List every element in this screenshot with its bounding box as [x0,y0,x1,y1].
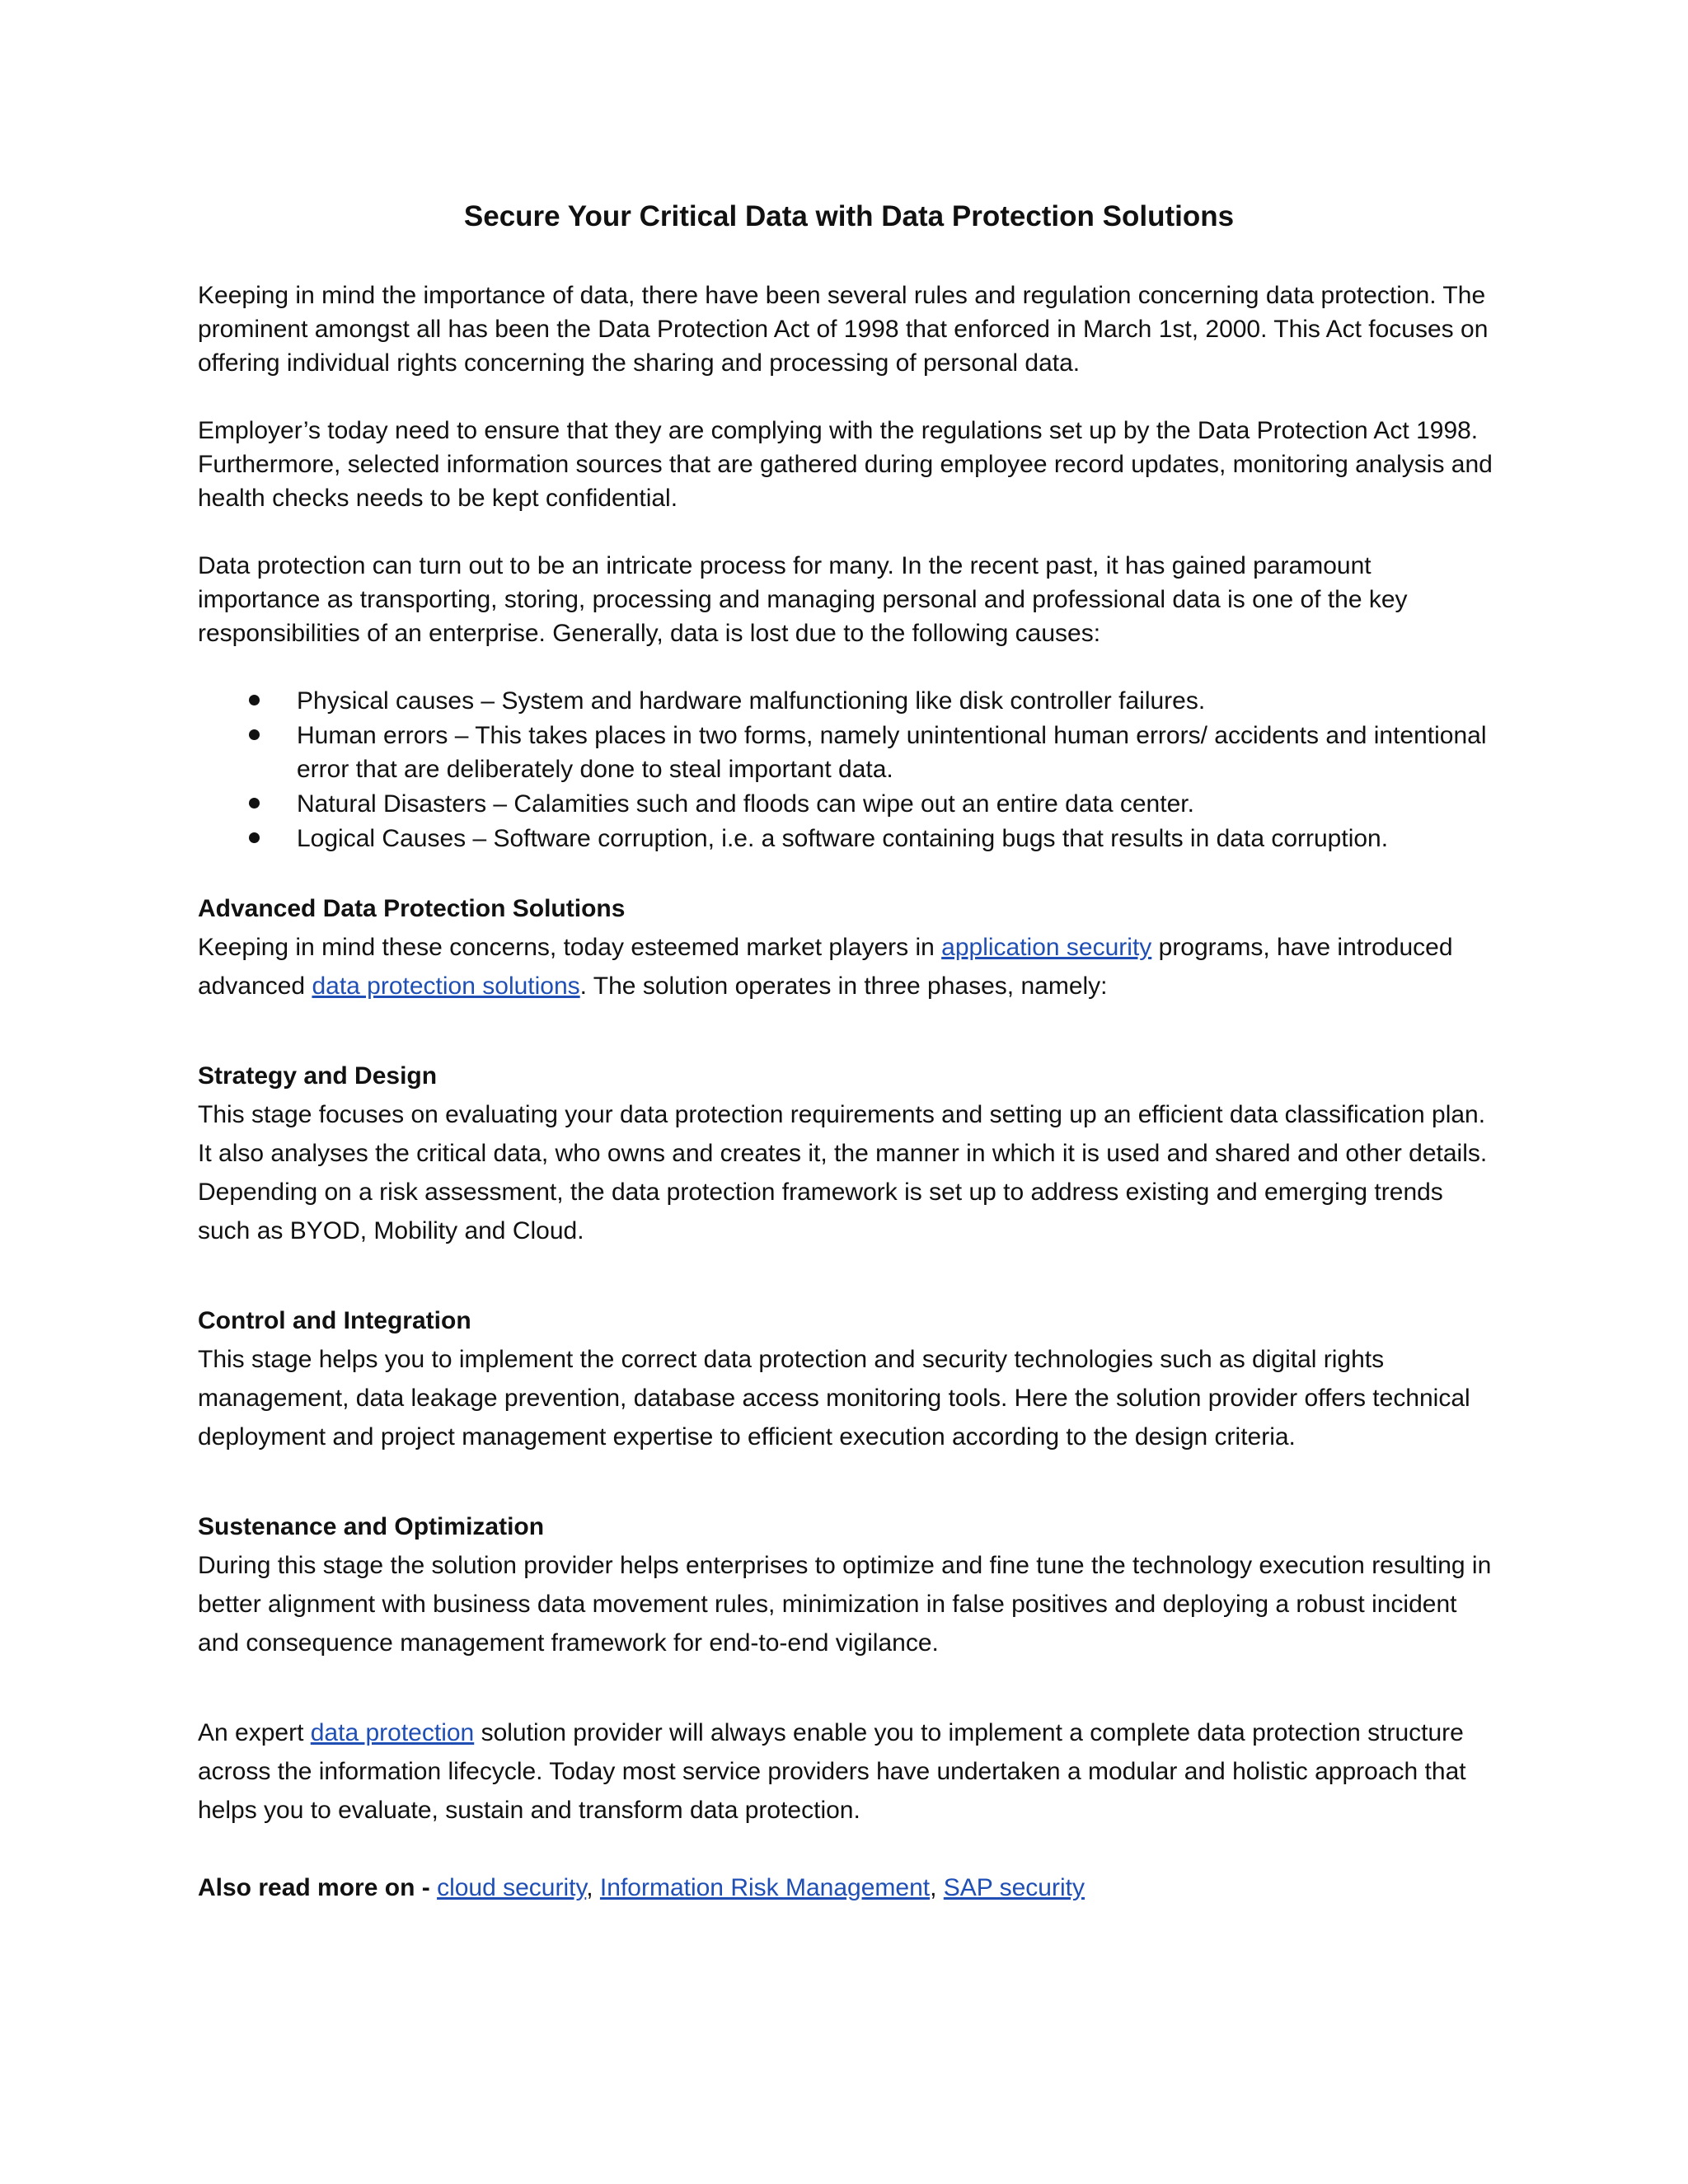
expert-section [198,1713,1500,1830]
data-protection-link[interactable]: data protection [310,1719,475,1746]
expert-text-1: An expert [198,1719,311,1746]
causes-list [198,684,1500,855]
intro-paragraph-1: Keeping in mind the importance of data, there have been several rules and regulation concerning data protection. The prominent amongst all has been the Data Protection Act of 1998 that enforced in March 1st, 2000. This Act focuses on offering individual rights concerning the sharing and processing of personal data. [198,282,1489,377]
bullet-icon [249,798,260,808]
cloud-security-link[interactable]: cloud security [437,1874,587,1901]
sustenance-body: During this stage the solution provider helps enterprises to optimize and fine tune the technology execution resulting in better alignment with business data movement rules, minimization in false positives and deploying a robust incident and consequence management framework for end-to-end vigilance. [198,1552,1492,1657]
read-more-separator: , [930,1874,944,1901]
list-item-text: Natural Disasters – Calamities such and floods can wipe out an entire data center. [297,790,1194,818]
advanced-heading: Advanced Data Protection Solutions [198,895,626,922]
advanced-text-2: programs, have introduced advanced [198,934,1453,1000]
advanced-text-3: . The solution operates in three phases, namely: [579,972,1108,1000]
sustenance-section [198,1507,1500,1662]
expert-body [198,1713,1500,1830]
read-more-label: Also read more on - [198,1874,438,1901]
information-risk-management-link[interactable]: Information Risk Management [599,1874,931,1901]
sustenance-heading: Sustenance and Optimization [198,1513,545,1540]
advanced-body [198,928,1500,1005]
control-body: This stage helps you to implement the correct data protection and security technologies such as digital rights management, data leakage prevention, database access monitoring tools. Here the solution provider offers technical deployment and project management expertise to efficient execution according to the design criteria. [198,1346,1470,1451]
list-item [198,719,1500,786]
list-item-text: Human errors – This takes places in two forms, namely unintentional human errors/ accidents and intentional error that are deliberately done to steal important data. [297,722,1487,783]
bullet-icon [249,695,260,705]
bullet-icon [249,832,260,843]
list-item [198,822,1500,855]
read-more-separator: , [586,1874,600,1901]
list-item [198,787,1500,821]
document-title: Secure Your Critical Data with Data Protection Solutions [463,200,1235,232]
sap-security-link[interactable]: SAP security [943,1874,1085,1901]
strategy-section [198,1057,1500,1250]
strategy-body: This stage focuses on evaluating your data protection requirements and setting up an efficient data classification plan. It also analyses the critical data, who owns and creates it, the manner in which it is used and shared and other details. Depending on a risk assessment, the data protection framework is set up to address existing and emerging trends such as BYOD, Mobility and Cloud. [198,1101,1488,1244]
control-section [198,1301,1500,1456]
application-security-link[interactable]: application security [941,934,1152,961]
advanced-text-1: Keeping in mind these concerns, today esteemed market players in [198,934,942,961]
list-item [198,684,1500,718]
document-content [198,198,1500,1907]
bullet-icon [249,729,260,740]
advanced-section [198,889,1500,1005]
list-item-text: Logical Causes – Software corruption, i.e. a software containing bugs that results in data corruption. [297,825,1389,852]
list-item-text: Physical causes – System and hardware malfunctioning like disk controller failures. [297,687,1206,715]
control-heading: Control and Integration [198,1307,471,1334]
intro-paragraph-3: Data protection can turn out to be an intricate process for many. In the recent past, it has gained paramount importance as transporting, storing, processing and managing personal and professional data is one of the key responsibilities of an enterprise. Generally, data is lost due to the following causes: [198,552,1408,647]
expert-text-2: solution provider will always enable you to implement a complete data protection structure across the information lifecycle. Today most service providers have undertaken a modular and holistic approach that helps you to evaluate, sustain and transform data protection. [198,1719,1466,1824]
intro-paragraph-2: Employer’s today need to ensure that they are complying with the regulations set up by the Data Protection Act 1998. Furthermore, selected information sources that are gathered during employee record updates, monitoring analysis and health checks needs to be kept confidential. [198,417,1493,512]
strategy-heading: Strategy and Design [198,1062,438,1090]
read-more-line [198,1868,1500,1907]
data-protection-solutions-link[interactable]: data protection solutions [312,972,580,1000]
